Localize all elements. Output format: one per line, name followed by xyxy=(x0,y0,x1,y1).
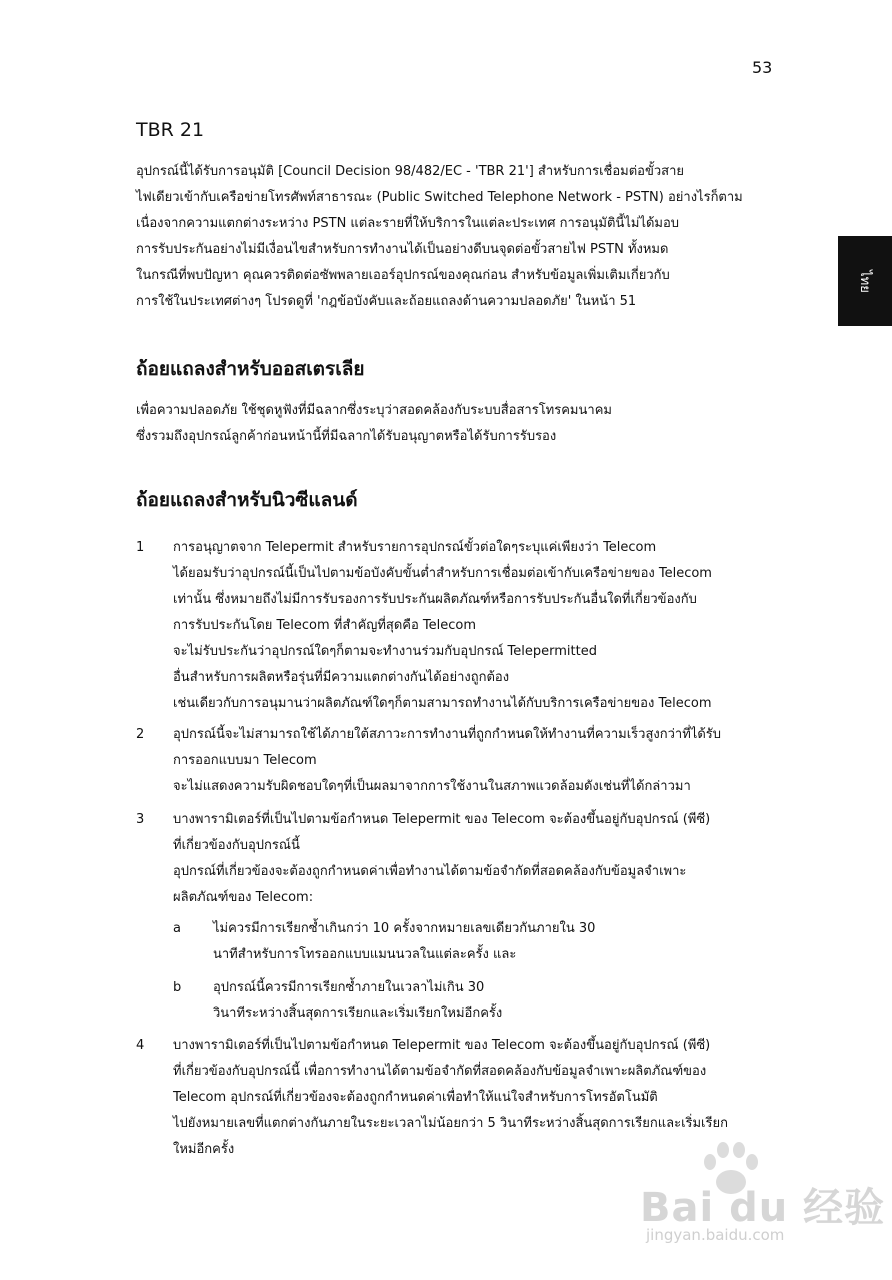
item-number: 4 xyxy=(136,1038,145,1053)
text-line: ไม่ควรมีการเรียกซ้ำเกินกว่า 10 ครั้งจากหมายเลขเดียวกันภายใน 30 xyxy=(213,921,596,936)
text-line: อุปกรณ์นี้ได้รับการอนุมัติ [Council Decision 98/482/EC - 'TBR 21'] สำหรับการเชื่อมต่อขั้วสาย xyxy=(136,164,685,179)
text-line: ได้ยอมรับว่าอุปกรณ์นี้เป็นไปตามข้อบังคับขั้นต่ำสำหรับการเชื่อมต่อเข้ากับเครือข่ายของ Telecom xyxy=(173,566,712,581)
text-line: ใหม่อีกครั้ง xyxy=(173,1142,235,1157)
text-line: อุปกรณ์นี้จะไม่สามารถใช้ได้ภายใต้สภาวะการทำงานที่ถูกกำหนดให้ทำงานที่ความเร็วสูงกว่าที่ได้รับ xyxy=(173,727,721,742)
text-line: วินาทีระหว่างสิ้นสุดการเรียกและเริ่มเรียกใหม่อีกครั้ง xyxy=(213,1006,503,1021)
text-line: จะไม่รับประกันว่าอุปกรณ์ใดๆก็ตามจะทำงานร่วมกับอุปกรณ์ Telepermitted xyxy=(173,644,597,659)
tbr21-paragraph xyxy=(136,159,784,315)
text-line: จะไม่แสดงความรับผิดชอบใดๆที่เป็นผลมาจากการใช้งานในสภาพแวดล้อมดังเช่นที่ได้กล่าวมา xyxy=(173,779,691,794)
text-line: อุปกรณ์ที่เกี่ยวข้องจะต้องถูกกำหนดค่าเพื่อทำงานได้ตามข้อจำกัดที่สอดคล้องกับข้อมูลจำเพาะ xyxy=(173,864,687,879)
watermark-url: jingyan.baidu.com xyxy=(646,1226,785,1244)
text-line: เท่านั้น ซึ่งหมายถึงไม่มีการรับรองการรับประกันผลิตภัณฑ์หรือการรับประกันอื่นใดที่เกี่ยวข้องกับ xyxy=(173,592,697,607)
text-line: ไปยังหมายเลขที่แตกต่างกันภายในระยะเวลาไม่น้อยกว่า 5 วินาทีระหว่างสิ้นสุดการเรียกและเริ่มเรียก xyxy=(173,1116,728,1131)
text-line: เพื่อความปลอดภัย ใช้ชุดหูฟังที่มีฉลากซึ่งระบุว่าสอดคล้องกับระบบสื่อสารโทรคมนาคม xyxy=(136,403,612,418)
text-line: การออกแบบมา Telecom xyxy=(173,753,317,768)
text-line: การรับประกันโดย Telecom ที่สำคัญที่สุดคือ Telecom xyxy=(173,618,477,633)
text-line: ผลิตภัณฑ์ของ Telecom: xyxy=(173,890,314,905)
subitem-letter: a xyxy=(173,921,181,936)
text-line: การรับประกันอย่างไม่มีเงื่อนไขสำหรับการทำงานได้เป็นอย่างดีบนจุดต่อขั้วสายไฟ PSTN ทั้งหมด xyxy=(136,242,669,257)
item-number: 1 xyxy=(136,540,145,555)
item-body xyxy=(173,535,712,717)
text-line: ไฟเดียวเข้ากับเครือข่ายโทรศัพท์สาธารณะ (Public Switched Telephone Network - PSTN) อย่างไรก็ตาม xyxy=(136,190,743,205)
text-line: การใช้ในประเทศต่างๆ โปรดดูที่ 'กฎข้อบังคับและถ้อยแถลงด้านความปลอดภัย' ในหน้า 51 xyxy=(136,294,637,309)
text-line: อื่นสำหรับการผลิตหรือรุ่นที่มีความแตกต่างกันได้อย่างถูกต้อง xyxy=(173,670,510,685)
text-line: เช่นเดียวกับการอนุมานว่าผลิตภัณฑ์ใดๆก็ตามสามารถทำงานได้กับบริการเครือข่ายของ Telecom xyxy=(173,696,712,711)
page-number: 53 xyxy=(752,58,773,77)
text-line: ที่เกี่ยวข้องกับอุปกรณ์นี้ xyxy=(173,838,300,853)
text-line: เนื่องจากความแตกต่างระหว่าง PSTN แต่ละรายที่ให้บริการในแต่ละประเทศ การอนุมัตินี้ไม่ได้มอบ xyxy=(136,216,680,231)
australia-heading: ถ้อยแถลงสำหรับออสเตรเลีย xyxy=(136,358,365,380)
text-line: บางพารามิเตอร์ที่เป็นไปตามข้อกำหนด Telepermit ของ Telecom จะต้องขึ้นอยู่กับอุปกรณ์ (พีซี) xyxy=(173,812,711,827)
text-line: การอนุญาตจาก Telepermit สำหรับรายการอุปกรณ์ขั้วต่อใดๆระบุแค่เพียงว่า Telecom xyxy=(173,540,657,555)
new-zealand-heading: ถ้อยแถลงสำหรับนิวซีแลนด์ xyxy=(136,489,358,511)
baidu-watermark xyxy=(636,1138,886,1268)
item-number: 3 xyxy=(136,812,145,827)
subitem-body xyxy=(213,975,502,1027)
item-number: 2 xyxy=(136,727,145,742)
item-body xyxy=(173,807,710,911)
text-line: Telecom อุปกรณ์ที่เกี่ยวข้องจะต้องถูกกำหนดค่าเพื่อทำให้แน่ใจสำหรับการโทรอัตโนมัติ xyxy=(173,1090,658,1105)
watermark-logo: Bai du 经验 xyxy=(640,1185,886,1231)
text-line: ซึ่งรวมถึงอุปกรณ์ลูกค้าก่อนหน้านี้ที่มีฉลากได้รับอนุญาตหรือได้รับการรับรอง xyxy=(136,429,557,444)
text-line: นาทีสำหรับการโทรออกแบบแมนนวลในแต่ละครั้ง และ xyxy=(213,947,517,962)
text-line: บางพารามิเตอร์ที่เป็นไปตามข้อกำหนด Telepermit ของ Telecom จะต้องขึ้นอยู่กับอุปกรณ์ (พีซี) xyxy=(173,1038,711,1053)
subitem-letter: b xyxy=(173,980,182,995)
language-tab-label: ไทย xyxy=(856,269,872,293)
text-line: อุปกรณ์นี้ควรมีการเรียกซ้ำภายในเวลาไม่เกิน 30 xyxy=(213,980,485,995)
language-tab xyxy=(838,236,892,326)
australia-paragraph xyxy=(136,398,784,450)
text-line: ในกรณีที่พบปัญหา คุณควรติดต่อซัพพลายเออร์อุปกรณ์ของคุณก่อน สำหรับข้อมูลเพิ่มเติมเกี่ยวกับ xyxy=(136,268,670,283)
tbr21-heading: TBR 21 xyxy=(136,119,205,141)
text-line: ที่เกี่ยวข้องกับอุปกรณ์นี้ เพื่อการทำงานได้ตามข้อจำกัดที่สอดคล้องกับข้อมูลจำเพาะผลิตภัณฑ์ของ xyxy=(173,1064,707,1079)
item-body xyxy=(173,722,721,800)
subitem-body xyxy=(213,916,595,968)
